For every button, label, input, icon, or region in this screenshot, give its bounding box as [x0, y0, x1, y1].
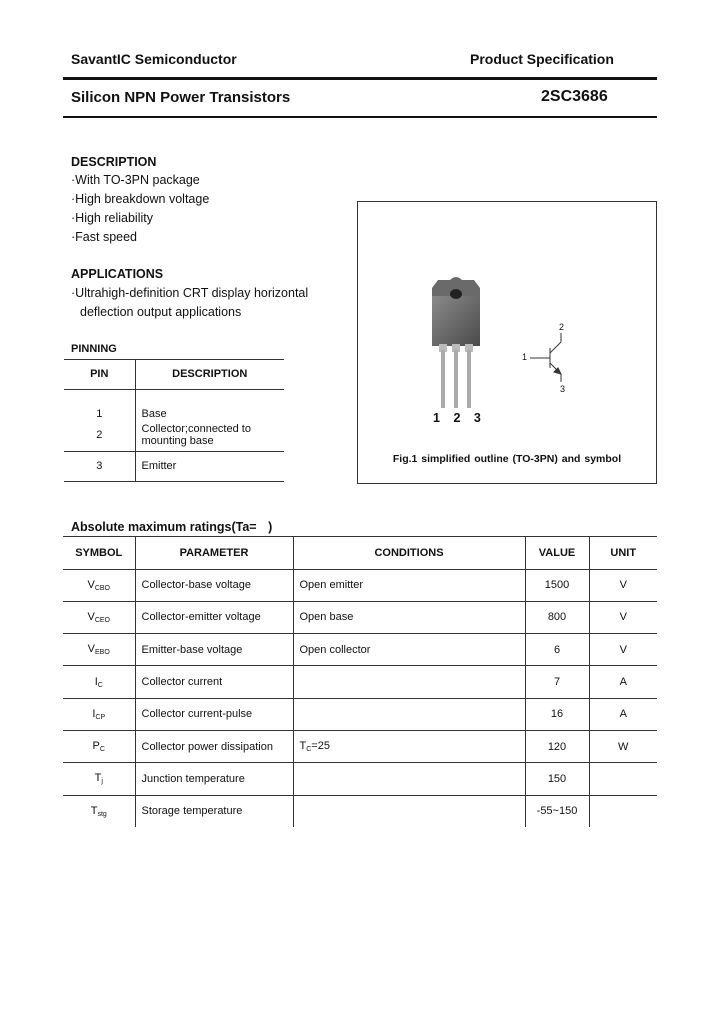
applications-list — [71, 284, 308, 322]
parameter-cell: Emitter-base voltage — [135, 634, 293, 666]
pin-description: Base — [135, 389, 284, 420]
unit-cell: V — [589, 569, 657, 601]
value-cell: -55~150 — [525, 795, 589, 827]
conditions-cell: Open base — [293, 601, 525, 633]
col-unit: UNIT — [589, 537, 657, 569]
unit-cell: V — [589, 634, 657, 666]
table-row — [63, 601, 657, 633]
value-cell: 120 — [525, 730, 589, 762]
ratings-title-text: Absolute maximum ratings(Ta= — [71, 520, 257, 534]
table-row — [63, 795, 657, 827]
symbol-cell: $T_{stg}$ — [63, 795, 135, 827]
figure-caption: Fig.1 simplified outline (TO-3PN) and symbol — [392, 453, 622, 465]
unit-cell — [589, 795, 657, 827]
symbol-cell: $T_j$ — [63, 763, 135, 795]
conditions-cell — [293, 795, 525, 827]
applications-title: APPLICATIONS — [71, 267, 164, 281]
unit-cell: W — [589, 730, 657, 762]
package-and-symbol-drawing — [358, 202, 656, 483]
doc-type: Product Specification — [470, 51, 614, 67]
symbol-cell: $I_{CP}$ — [63, 698, 135, 730]
value-cell: 1500 — [525, 569, 589, 601]
conditions-cell — [293, 698, 525, 730]
ratings-title-end: ) — [268, 520, 273, 534]
figure-box — [357, 201, 657, 484]
description-item: ·With TO-3PN package — [71, 173, 200, 187]
parameter-cell: Collector-emitter voltage — [135, 601, 293, 633]
part-number: 2SC3686 — [541, 88, 608, 105]
ratings-title — [71, 520, 272, 534]
symbol-pin-3: 3 — [560, 384, 566, 394]
conditions-cell: Open emitter — [293, 569, 525, 601]
to3pn-package-image — [432, 277, 480, 408]
parameter-cell: Storage temperature — [135, 795, 293, 827]
header-rule-bottom — [63, 116, 657, 118]
unit-cell: V — [589, 601, 657, 633]
description-item: ·Fast speed — [71, 230, 138, 244]
symbol-pin-1: 1 — [522, 352, 528, 362]
value-cell: 150 — [525, 763, 589, 795]
table-row — [63, 730, 657, 762]
pin-header: PIN — [64, 359, 135, 389]
conditions-cell: $T_C=25$ — [293, 730, 525, 762]
package-pin-2: 2 — [453, 411, 461, 425]
table-row — [63, 698, 657, 730]
pin-description: Emitter — [135, 451, 284, 481]
description-list — [71, 171, 209, 247]
symbol-cell: $P_C$ — [63, 730, 135, 762]
value-cell: 800 — [525, 601, 589, 633]
symbol-pin-2: 2 — [559, 322, 565, 332]
col-symbol: SYMBOL — [63, 537, 135, 569]
table-row — [63, 763, 657, 795]
pin-description: Collector;connected to mounting base — [135, 420, 284, 451]
description-item: ·High breakdown voltage — [71, 192, 210, 206]
symbol-cell: $I_C$ — [63, 666, 135, 698]
pin-number: 2 — [96, 429, 103, 442]
conditions-cell — [293, 666, 525, 698]
package-pin-1: 1 — [433, 411, 440, 425]
pin-desc-header: DESCRIPTION — [135, 359, 284, 389]
symbol-cell: $V_{CBO}$ — [87, 578, 110, 592]
pin-number: 1 — [96, 408, 103, 420]
col-conditions: CONDITIONS — [293, 537, 525, 569]
application-line: deflection output applications — [80, 305, 242, 319]
table-row — [63, 634, 657, 666]
unit-cell: A — [589, 698, 657, 730]
parameter-cell: Collector current-pulse — [135, 698, 293, 730]
ratings-table — [63, 537, 657, 827]
conditions-cell — [293, 763, 525, 795]
package-pin-labels — [433, 411, 493, 425]
pin-number: 3 — [96, 460, 103, 472]
col-parameter: PARAMETER — [135, 537, 293, 569]
col-value: VALUE — [525, 537, 589, 569]
table-row — [63, 569, 657, 601]
transistor-symbol — [530, 333, 561, 382]
parameter-cell: Junction temperature — [135, 763, 293, 795]
symbol-cell: $V_{EBO}$ — [63, 634, 135, 666]
pinning-title: PINNING — [71, 343, 117, 355]
parameter-cell: Collector current — [135, 666, 293, 698]
value-cell: 7 — [525, 666, 589, 698]
value-cell: 6 — [525, 634, 589, 666]
application-line: ·Ultrahigh-definition CRT display horizontal — [71, 286, 309, 300]
unit-cell — [589, 763, 657, 795]
unit-cell: A — [589, 666, 657, 698]
parameter-cell: Collector-base voltage — [135, 569, 293, 601]
company-name: SavantIC Semiconductor — [71, 51, 237, 67]
parameter-cell: Collector power dissipation — [135, 730, 293, 762]
conditions-cell: Open collector — [293, 634, 525, 666]
product-subtitle: Silicon NPN Power Transistors — [71, 89, 291, 106]
pinning-table — [64, 359, 284, 482]
package-pin-3: 3 — [473, 411, 481, 425]
description-title: DESCRIPTION — [71, 155, 157, 169]
value-cell: 16 — [525, 698, 589, 730]
header-rule-top — [63, 77, 657, 80]
symbol-cell: $V_{CEO}$ — [63, 601, 135, 633]
description-item: ·High reliability — [71, 211, 153, 225]
table-row — [63, 666, 657, 698]
